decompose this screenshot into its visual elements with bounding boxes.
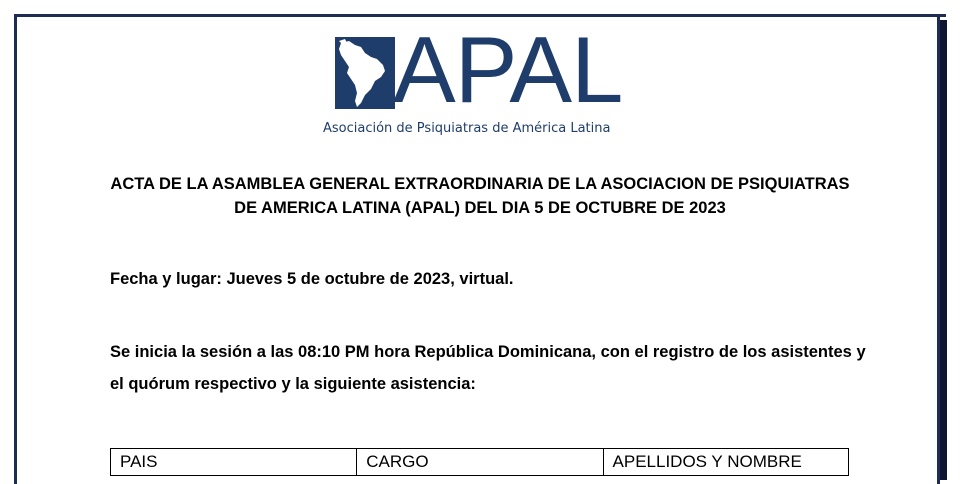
document-title: ACTA DE LA ASAMBLEA GENERAL EXTRAORDINARIA DE LA ASOCIACION DE PSIQUIATRAS DE AMERICA LATINA (APAL) DEL DIA 5 DE OCTUBRE DE 2023	[110, 175, 850, 217]
logo-wordmark: APAL	[393, 17, 623, 122]
table-header-row	[111, 449, 849, 476]
header-apellidos-nombre: APELLIDOS Y NOMBRE	[603, 449, 848, 476]
header-pais: PAIS	[111, 449, 357, 476]
session-start-paragraph: Se inicia la sesión a las 08:10 PM hora República Dominicana, con el registro de los asistentes y el quórum respectivo y la siguiente asistencia:	[110, 343, 866, 393]
apal-logo	[323, 17, 623, 137]
date-place-paragraph: Fecha y lugar: Jueves 5 de octubre de 2023, virtual.	[110, 270, 514, 288]
page-frame-shadow	[940, 20, 947, 480]
header-cargo: CARGO	[357, 449, 603, 476]
latin-america-map-icon	[335, 37, 395, 109]
attendance-table	[110, 448, 849, 476]
logo-subtitle: Asociación de Psiquiatras de América Latina	[323, 121, 611, 136]
